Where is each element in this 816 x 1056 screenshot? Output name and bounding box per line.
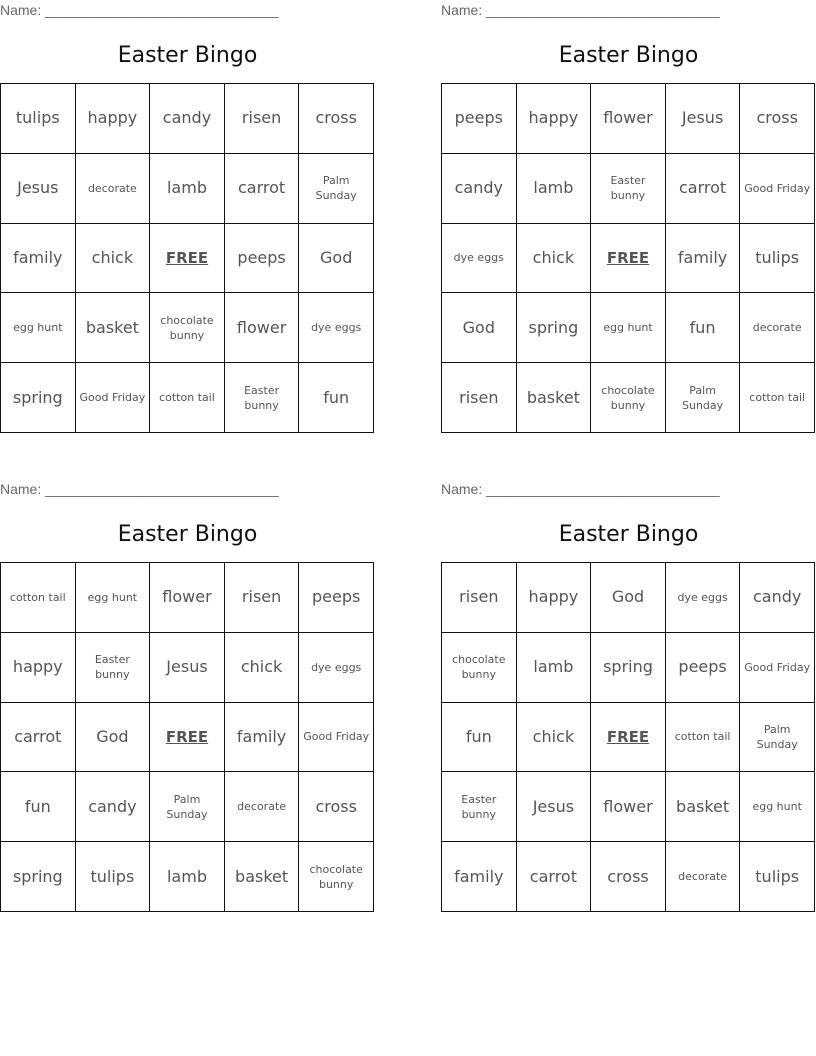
bingo-cell: family [1, 224, 76, 294]
bingo-cell: egg hunt [1, 293, 76, 363]
bingo-cell: lamb [517, 154, 592, 224]
free-space-cell: FREE [591, 703, 666, 773]
bingo-cell: chick [76, 224, 151, 294]
bingo-cell: spring [517, 293, 592, 363]
bingo-cell: peeps [442, 84, 517, 154]
bingo-cell: fun [299, 363, 374, 433]
bingo-cell: God [299, 224, 374, 294]
bingo-cell: flower [150, 563, 225, 633]
bingo-cell: tulips [740, 224, 815, 294]
bingo-cell: chocolate bunny [299, 842, 374, 912]
bingo-cell: Jesus [1, 154, 76, 224]
bingo-cell: happy [517, 563, 592, 633]
bingo-cell: Jesus [150, 633, 225, 703]
bingo-cell: decorate [666, 842, 741, 912]
name-field-label: Name: ______________________________ [0, 2, 279, 18]
bingo-cell: risen [225, 563, 300, 633]
bingo-cell: peeps [299, 563, 374, 633]
bingo-cell: lamb [150, 154, 225, 224]
bingo-cell: tulips [76, 842, 151, 912]
bingo-cell: Palm Sunday [666, 363, 741, 433]
bingo-cell: happy [1, 633, 76, 703]
bingo-cell: God [76, 703, 151, 773]
bingo-cell: family [225, 703, 300, 773]
bingo-cell: candy [442, 154, 517, 224]
bingo-cell: risen [442, 563, 517, 633]
bingo-cell: happy [76, 84, 151, 154]
bingo-cell: chocolate bunny [150, 293, 225, 363]
bingo-cell: happy [517, 84, 592, 154]
bingo-cell: tulips [1, 84, 76, 154]
bingo-cell: cross [591, 842, 666, 912]
bingo-cell: basket [517, 363, 592, 433]
bingo-cell: Easter bunny [442, 772, 517, 842]
bingo-cell: God [591, 563, 666, 633]
bingo-cell: risen [225, 84, 300, 154]
bingo-cell: peeps [225, 224, 300, 294]
bingo-cell: fun [1, 772, 76, 842]
bingo-cell: candy [150, 84, 225, 154]
bingo-grid [441, 562, 815, 912]
bingo-cell: basket [76, 293, 151, 363]
bingo-cell: dye eggs [299, 293, 374, 363]
bingo-cell: chick [517, 224, 592, 294]
card-title: Easter Bingo [558, 522, 699, 547]
free-space-cell: FREE [591, 224, 666, 294]
bingo-cell: decorate [76, 154, 151, 224]
name-field-label: Name: ______________________________ [0, 481, 279, 497]
bingo-cell: family [666, 224, 741, 294]
bingo-cell: basket [225, 842, 300, 912]
bingo-cell: cross [299, 84, 374, 154]
bingo-cell: cotton tail [740, 363, 815, 433]
bingo-cell: Good Friday [76, 363, 151, 433]
bingo-cell: Jesus [666, 84, 741, 154]
bingo-cell: Palm Sunday [299, 154, 374, 224]
bingo-cell: dye eggs [666, 563, 741, 633]
bingo-grid [0, 562, 374, 912]
bingo-cell: dye eggs [442, 224, 517, 294]
bingo-cell: family [442, 842, 517, 912]
bingo-cell: peeps [666, 633, 741, 703]
bingo-cell: chocolate bunny [591, 363, 666, 433]
card-title: Easter Bingo [558, 43, 699, 68]
bingo-cell: chick [225, 633, 300, 703]
bingo-cell: carrot [1, 703, 76, 773]
bingo-cell: spring [591, 633, 666, 703]
bingo-cell: fun [666, 293, 741, 363]
card-title: Easter Bingo [117, 43, 258, 68]
bingo-cell: carrot [225, 154, 300, 224]
bingo-cell: lamb [517, 633, 592, 703]
bingo-cell: decorate [225, 772, 300, 842]
bingo-cell: chick [517, 703, 592, 773]
bingo-cell: fun [442, 703, 517, 773]
bingo-cell: cotton tail [150, 363, 225, 433]
bingo-cell: Palm Sunday [150, 772, 225, 842]
bingo-grid [0, 83, 374, 433]
bingo-cell: egg hunt [740, 772, 815, 842]
bingo-cell: risen [442, 363, 517, 433]
bingo-cell: Easter bunny [76, 633, 151, 703]
bingo-cell: carrot [517, 842, 592, 912]
bingo-cell: spring [1, 842, 76, 912]
bingo-cell: carrot [666, 154, 741, 224]
bingo-cell: flower [225, 293, 300, 363]
bingo-cell: Good Friday [299, 703, 374, 773]
bingo-cell: decorate [740, 293, 815, 363]
bingo-cell: spring [1, 363, 76, 433]
bingo-cell: egg hunt [76, 563, 151, 633]
free-space-cell: FREE [150, 703, 225, 773]
bingo-grid [441, 83, 815, 433]
bingo-cell: God [442, 293, 517, 363]
bingo-cell: Easter bunny [225, 363, 300, 433]
free-space-cell: FREE [150, 224, 225, 294]
bingo-cell: Palm Sunday [740, 703, 815, 773]
name-field-label: Name: ______________________________ [441, 481, 720, 497]
bingo-cell: chocolate bunny [442, 633, 517, 703]
bingo-cell: Jesus [517, 772, 592, 842]
name-field-label: Name: ______________________________ [441, 2, 720, 18]
bingo-cell: Easter bunny [591, 154, 666, 224]
bingo-cell: tulips [740, 842, 815, 912]
bingo-cell: dye eggs [299, 633, 374, 703]
bingo-cell: basket [666, 772, 741, 842]
bingo-cell: candy [740, 563, 815, 633]
bingo-cell: cross [299, 772, 374, 842]
bingo-cell: lamb [150, 842, 225, 912]
bingo-cell: cotton tail [1, 563, 76, 633]
bingo-cell: candy [76, 772, 151, 842]
bingo-cell: cross [740, 84, 815, 154]
bingo-cell: egg hunt [591, 293, 666, 363]
bingo-cell: flower [591, 84, 666, 154]
bingo-cell: Good Friday [740, 633, 815, 703]
bingo-cell: cotton tail [666, 703, 741, 773]
card-title: Easter Bingo [117, 522, 258, 547]
bingo-cell: flower [591, 772, 666, 842]
bingo-cell: Good Friday [740, 154, 815, 224]
